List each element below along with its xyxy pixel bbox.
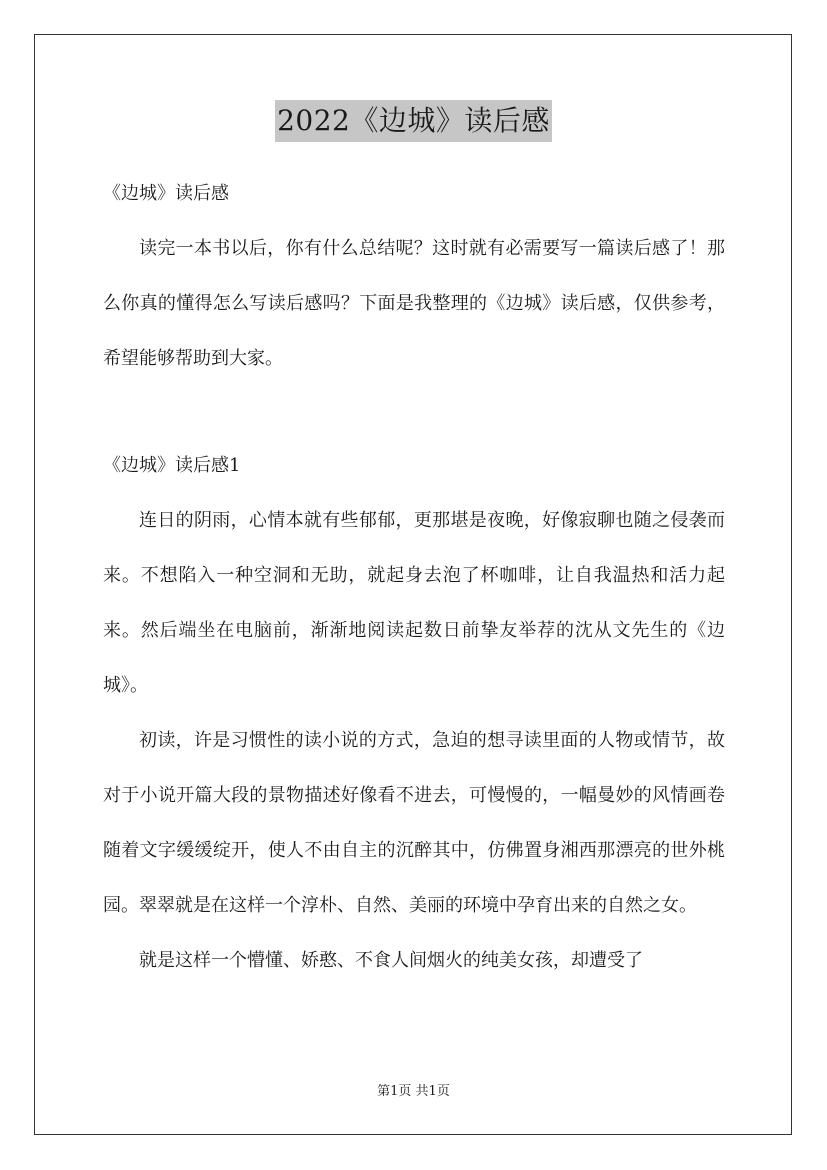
- document-subtitle: 《边城》读后感: [103, 183, 229, 204]
- document-title: 2022《边城》读后感: [275, 100, 552, 142]
- section-heading: 《边城》读后感1: [103, 455, 241, 476]
- page-footer: 第1页 共1页: [377, 1084, 450, 1099]
- body-paragraph: 连日的阴雨，心情本就有些郁郁，更那堪是夜晚，好像寂聊也随之侵袭而来。不想陷入一种空洞和无助，就起身去泡了杯咖啡，让自我温热和活力起来。然后端坐在电脑前，渐渐地阅读起数日前挚友举荐的沈从文先生的《边城》。: [103, 510, 725, 696]
- body-paragraph: 就是这样一个懵懂、娇憨、不食人间烟火的纯美女孩，却遭受了: [139, 950, 643, 971]
- body-block: [103, 493, 725, 988]
- intro-paragraph: 读完一本书以后，你有什么总结呢？这时就有必需要写一篇读后感了！那么你真的懂得怎么写读后感吗？下面是我整理的《边城》读后感，仅供参考，希望能够帮助到大家。: [103, 238, 725, 369]
- intro-block: [103, 221, 725, 386]
- title-container: [0, 100, 827, 142]
- body-paragraph: 初读，许是习惯性的读小说的方式，急迫的想寻读里面的人物或情节，故对于小说开篇大段的景物描述好像看不进去，可慢慢的，一幅曼妙的风情画卷随着文字缓缓绽开，使人不由自主的沉醉其中，仿佛置身湘西那漂亮的世外桃园。翠翠就是在这样一个淳朴、自然、美丽的环境中孕育出来的自然之女。: [103, 730, 725, 916]
